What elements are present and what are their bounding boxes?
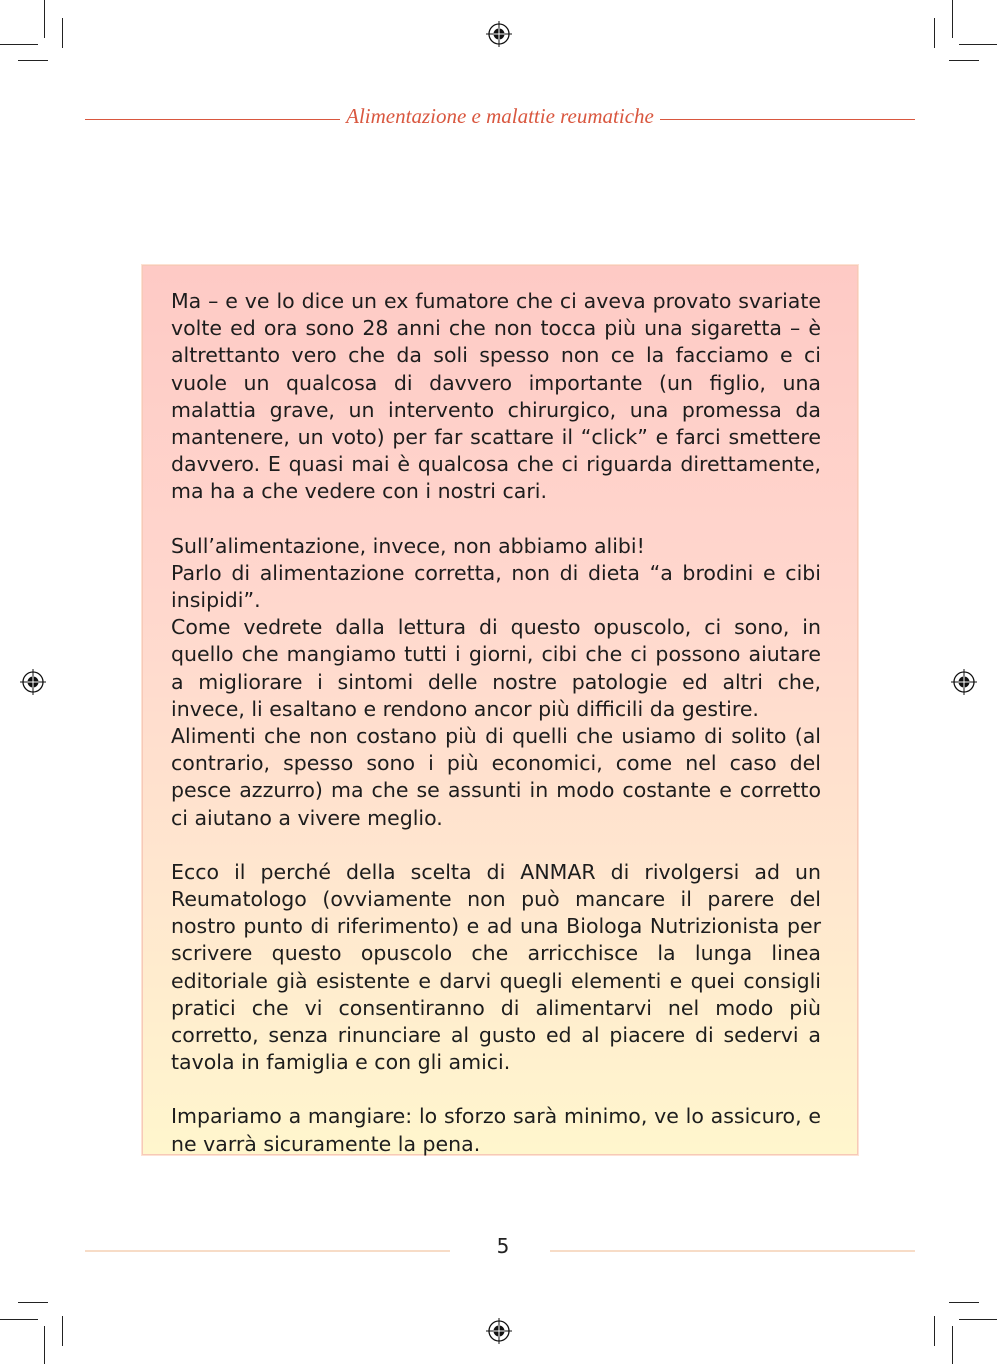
running-title-wrap	[85, 104, 915, 129]
registration-mark-icon	[951, 669, 977, 695]
footer-rule-right	[550, 1250, 915, 1252]
paragraph: Impariamo a mangiare: lo sforzo sarà minimo, ve lo assicuro, e ne varrà sicuramente la pena.	[171, 1104, 821, 1156]
crop-mark	[62, 1316, 63, 1346]
crop-mark	[949, 1302, 979, 1303]
crop-mark	[0, 1319, 38, 1320]
crop-mark	[44, 1326, 45, 1364]
crop-mark	[44, 0, 45, 38]
registration-mark-icon	[486, 21, 512, 47]
crop-mark	[949, 60, 979, 61]
footer-rule-left	[85, 1250, 450, 1252]
crop-mark	[934, 18, 935, 48]
paragraph: Alimenti che non costano più di quelli che usiamo di solito (al contrario, spesso sono i più economici, come nel caso del pesce azzurro) ma che se assunti in modo costante e corretto ci aiutano a vivere meglio.	[171, 724, 821, 830]
text-box	[142, 265, 858, 1155]
paragraph: Come vedrete dalla lettura di questo opuscolo, ci sono, in quello che mangiamo tutti i giorni, cibi che ci possono aiutare a migliorare i sintomi delle nostre patologie ed altri che, invece, li esaltano e rendono ancor più difficili da gestire.	[171, 615, 821, 721]
paragraph: Parlo di alimentazione corretta, non di dieta “a brodini e cibi insipidi”.	[171, 560, 821, 613]
running-header	[85, 102, 915, 134]
paragraph: Ma – e ve lo dice un ex fumatore che ci aveva provato svariate volte ed ora sono 28 anni che non tocca più una sigaretta – è altrettanto vero che da soli spesso non ce la facciamo e ci vuole un qualcosa di davvero importante (un figlio, una malattia grave, un intervento chirurgico, una promessa da mantenere, un voto) per far scattare il “click” e farci smettere davvero. E quasi mai è qualcosa che ci riguarda direttamente, ma ha a che vedere con i nostri cari.	[171, 289, 821, 504]
registration-mark-icon	[20, 669, 46, 695]
crop-mark	[952, 1326, 953, 1364]
crop-mark	[18, 1302, 48, 1303]
paragraph: Ecco il perché della scelta di ANMAR di rivolgersi ad un Reumatologo (ovviamente non può mancare il parere del nostro punto di riferimento) e ad una Biologa Nutrizionista per scrivere questo opuscolo che arricchisce la lunga linea editoriale già esistente e darvi quegli elementi e quei consigli pratici che vi consentiranno di alimentarvi nel modo più corretto, senza rinunciare al gusto ed al piacere di sedervi a tavola in famiglia e con gli amici.	[171, 859, 821, 1075]
page-number: 5	[496, 1234, 510, 1258]
body-text	[171, 288, 821, 1158]
paragraph: Sull’alimentazione, invece, non abbiamo alibi!	[171, 533, 645, 558]
running-title: Alimentazione e malattie reumatiche	[340, 104, 660, 128]
crop-mark	[952, 0, 953, 38]
crop-mark	[934, 1316, 935, 1346]
crop-mark	[62, 18, 63, 48]
crop-mark	[18, 60, 48, 61]
crop-mark	[959, 1319, 997, 1320]
registration-mark-icon	[486, 1318, 512, 1344]
crop-mark	[0, 44, 38, 45]
crop-mark	[959, 44, 997, 45]
